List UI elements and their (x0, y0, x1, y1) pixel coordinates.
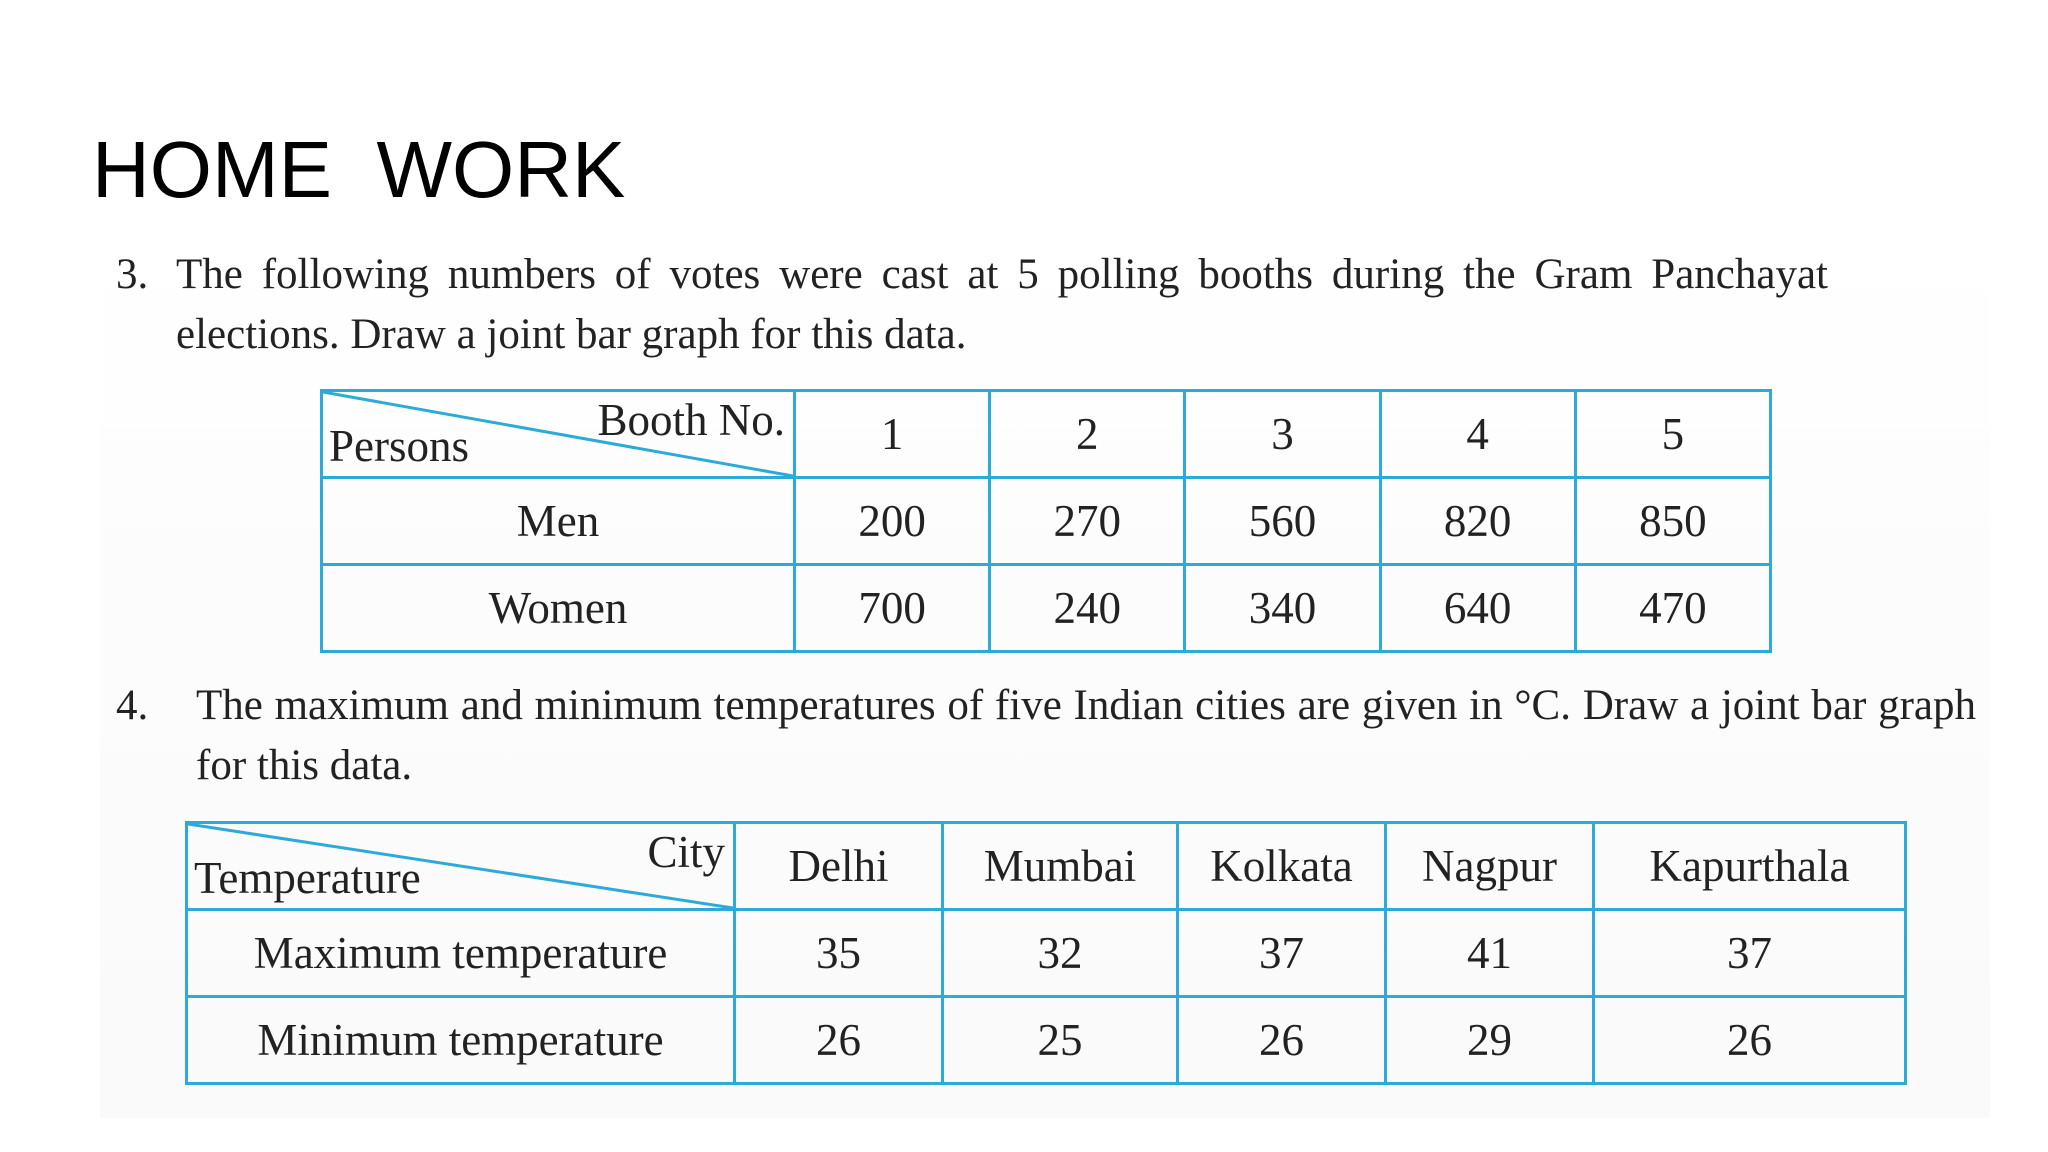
votes-table-row-label: Men (322, 478, 795, 565)
votes-table-header-row (322, 391, 1771, 478)
votes-table-cell: 340 (1185, 565, 1380, 652)
votes-table-cell: 270 (990, 478, 1185, 565)
temperature-table-column-header: Kapurthala (1594, 823, 1906, 910)
temperature-table-cell: 37 (1178, 910, 1386, 997)
temperature-table-cell: 41 (1386, 910, 1594, 997)
votes-table-row (322, 478, 1771, 565)
temperature-table-corner-bottom: Temperature (194, 853, 421, 903)
votes-table-corner-cell (322, 391, 795, 478)
votes-table-cell: 470 (1575, 565, 1770, 652)
question-4-number: 4. (116, 682, 149, 729)
temperature-table-row-label: Maximum temperature (187, 910, 735, 997)
question-3 (116, 245, 1828, 365)
question-4-text: The maximum and minimum temperatures of five Indian cities are given in °C. Draw a joint bar graph for this data. (196, 682, 1976, 789)
temperature-table-cell: 32 (943, 910, 1178, 997)
votes-table-column-header: 2 (990, 391, 1185, 478)
votes-table (320, 389, 1772, 653)
votes-table-column-header: 3 (1185, 391, 1380, 478)
slide-title: HOME WORK (92, 125, 626, 214)
temperature-table-header-row (187, 823, 1906, 910)
temperature-table-cell: 26 (1178, 997, 1386, 1084)
temperature-table-cell: 29 (1386, 997, 1594, 1084)
votes-table-cell: 200 (795, 478, 990, 565)
votes-table-column-header: 5 (1575, 391, 1770, 478)
votes-table-corner-bottom: Persons (329, 421, 470, 471)
votes-table-corner-top: Booth No. (597, 395, 785, 445)
temperature-table-row-label: Minimum temperature (187, 997, 735, 1084)
temperature-table-corner-top: City (647, 827, 725, 877)
votes-table-column-header: 1 (795, 391, 990, 478)
temperature-table-cell: 26 (735, 997, 943, 1084)
votes-table-cell: 850 (1575, 478, 1770, 565)
temperature-table-column-header: Mumbai (943, 823, 1178, 910)
temperature-table-cell: 25 (943, 997, 1178, 1084)
votes-table-cell: 240 (990, 565, 1185, 652)
temperature-table-corner-cell (187, 823, 735, 910)
votes-table-row-label: Women (322, 565, 795, 652)
question-4 (116, 676, 1976, 796)
temperature-table-column-header: Kolkata (1178, 823, 1386, 910)
question-3-number: 3. (116, 251, 149, 298)
temperature-table-column-header: Nagpur (1386, 823, 1594, 910)
question-3-text: The following numbers of votes were cast at 5 polling booths during the Gram Panchayat elections. Draw a joint bar graph for this data. (176, 251, 1828, 358)
votes-table-cell: 560 (1185, 478, 1380, 565)
votes-table-column-header: 4 (1380, 391, 1575, 478)
votes-table-row (322, 565, 1771, 652)
temperature-table-cell: 37 (1594, 910, 1906, 997)
temperature-table-cell: 26 (1594, 997, 1906, 1084)
votes-table-cell: 700 (795, 565, 990, 652)
temperature-table-cell: 35 (735, 910, 943, 997)
temperature-table-column-header: Delhi (735, 823, 943, 910)
votes-table-cell: 640 (1380, 565, 1575, 652)
temperature-table-row (187, 997, 1906, 1084)
temperature-table-row (187, 910, 1906, 997)
temperature-table (185, 821, 1907, 1085)
votes-table-cell: 820 (1380, 478, 1575, 565)
